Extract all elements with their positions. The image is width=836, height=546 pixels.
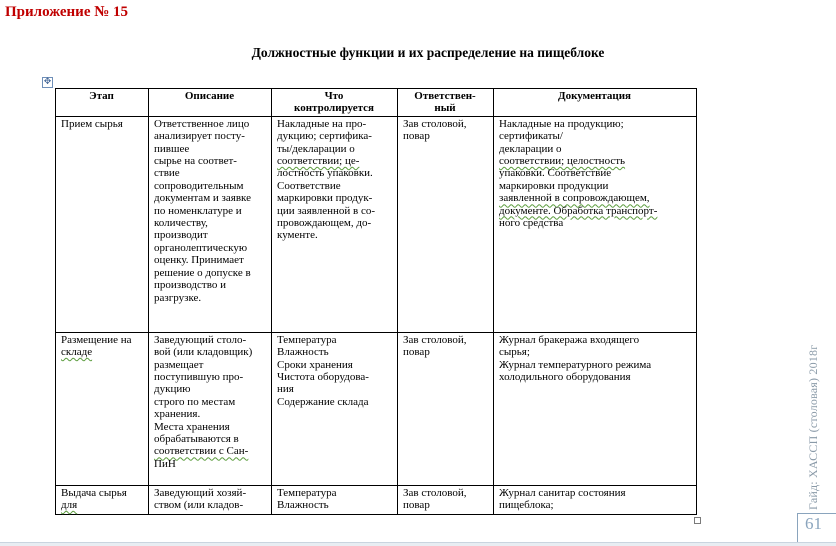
page-number: 61 <box>805 514 822 533</box>
side-margin-guide <box>806 345 821 510</box>
cell-description: Заведующий столо- вой (или кладовщик) размещает поступившую про- дукцию строго по местам хранения. Места хранения обрабатываются в соответствии с Сан- ПиН <box>149 332 272 485</box>
cell-responsible: Зав столовой, повар <box>398 116 494 332</box>
cell-stage: Прием сырья <box>56 116 149 332</box>
cell-documentation: Журнал санитар состояния пищеблока; <box>494 485 697 514</box>
appendix-label: Приложение № 15 <box>5 4 129 20</box>
cell-what-controlled: Температура Влажность <box>272 485 398 514</box>
cell-responsible: Зав столовой, повар <box>398 485 494 514</box>
cell-what-controlled: Температура Влажность Сроки хранения Чистота оборудова- ния Содержание склада <box>272 332 398 485</box>
cell-description: Заведующий хозяй- ством (или кладов- <box>149 485 272 514</box>
header-responsible: Ответствен- ный <box>398 89 494 117</box>
cell-stage: Размещение на складе <box>56 332 149 485</box>
cell-what-controlled: Накладные на про- дукцию; сертифика- ты/декларации о соответствии; це- лостность упаковки. Соответствие маркировки продук- ции заявленной в со- провождающем, до- кументе. <box>272 116 398 332</box>
table-row <box>56 485 697 514</box>
cell-documentation: Накладные на продукцию; сертификаты/ декларации о соответствии; целостность упаковки. Соответствие маркировки продукции заявленной в сопровождающем, документе. Обработка транспорт- ного средства <box>494 116 697 332</box>
cell-description: Ответственное лицо анализирует посту- пившее сырье на соответ- ствие сопроводительным документам и заявке по номенклатуре и количеству, производит органолептическую оценку. Принимает решение о допуске в производство и разгрузке. <box>149 116 272 332</box>
duties-table <box>55 88 697 515</box>
table-header-row <box>56 89 697 117</box>
cell-documentation: Журнал бракеража входящего сырья; Журнал температурного режима холодильного оборудования <box>494 332 697 485</box>
cell-stage: Выдача сырья для <box>56 485 149 514</box>
table-move-handle-icon[interactable]: ✥ <box>43 77 52 87</box>
guide-text: ХАССП (столовая) 2018г <box>806 344 820 478</box>
guide-label: Гайд: <box>806 481 820 510</box>
header-documentation: Документация <box>494 89 697 117</box>
table-row <box>56 332 697 485</box>
cell-responsible: Зав столовой, повар <box>398 332 494 485</box>
header-stage: Этап <box>56 89 149 117</box>
header-description: Описание <box>149 89 272 117</box>
document-title: Должностные функции и их распределение на пищеблоке <box>251 45 605 60</box>
table-row <box>56 116 697 332</box>
header-what-controlled: Что контролируется <box>272 89 398 117</box>
table-resize-handle[interactable] <box>694 517 701 524</box>
